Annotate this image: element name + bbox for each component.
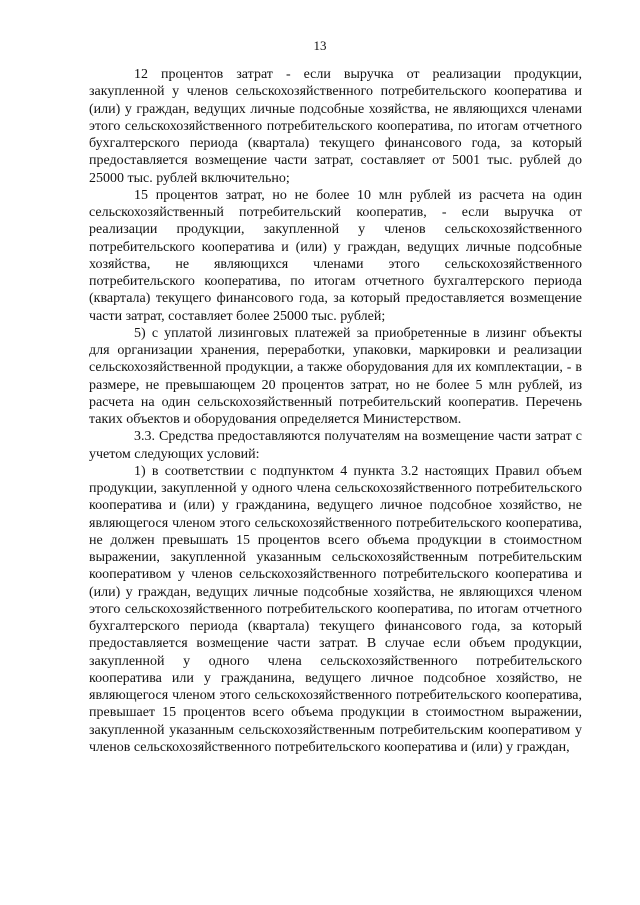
paragraph-12-percent: 12 процентов затрат - если выручка от реализации продукции, закупленной у членов сельскохозяйственного потребительского кооператива и (или) у граждан, ведущих личные подсобные хозяйства, не являющихся членами этого сельскохозяйственного потребительского кооператива, по итогам отчетного бухгалтерского периода (квартала) текущего финансового года, за который предоставляется возмещение части затрат, составляет от 5001 тыс. рублей до 25000 тыс. рублей включительно;	[89, 67, 582, 186]
paragraph-3-3: 3.3. Средства предоставляются получателям на возмещение части затрат с учетом следующих условий:	[89, 429, 582, 462]
paragraph-15-percent: 15 процентов затрат, но не более 10 млн рублей из расчета на один сельскохозяйственный потребительский кооператив, - если выручка от реализации продукции, закупленной у членов сельскохозяйственного потребительского кооператива и (или) у граждан, ведущих личные подсобные хозяйства, не являющихся членами этого сельскохозяйственного потребительского кооператива, по итогам отчетного бухгалтерского периода (квартала) текущего финансового года, за который предоставляется возмещение части затрат, составляет более 25000 тыс. рублей;	[89, 187, 582, 324]
document-body	[89, 66, 582, 756]
paragraph-condition-1: 1) в соответствии с подпунктом 4 пункта 3.2 настоящих Правил объем продукции, закупленной у одного члена сельскохозяйственного потребительского кооператива и (или) у гражданина, ведущего личное подсобное хозяйство, не являющегося членом этого сельскохозяйственного потребительского кооператива, не должен превышать 15 процентов всего объема продукции в стоимостном выражении, закупленной указанным сельскохозяйственным потребительским кооперативом у членов сельскохозяйственного потребительского кооператива и (или) у граждан, ведущих личные подсобные хозяйства, не являющихся членом этого сельскохозяйственного потребительского кооператива, по итогам отчетного бухгалтерского периода (квартала) текущего финансового года, за который предоставляется возмещение части затрат. В случае если объем продукции, закупленной у одного члена сельскохозяйственного потребительского кооператива или у гражданина, ведущего личное подсобное хозяйство, не являющегося членом этого сельскохозяйственного потребительского кооператива, превышает 15 процентов всего объема продукции в стоимостном выражении, закупленной указанным сельскохозяйственным потребительским кооперативом у членов сельскохозяйственного потребительского кооператива и (или) у граждан,	[89, 463, 582, 755]
page-number: 13	[313, 38, 327, 53]
paragraph-leasing: 5) с уплатой лизинговых платежей за приобретенные в лизинг объекты для организации хранения, переработки, упаковки, маркировки и реализации сельскохозяйственной продукции, а также оборудования для их комплектации, - в размере, не превышающем 20 процентов затрат, но не более 5 млн рублей, из расчета на один сельскохозяйственный потребительский кооператив. Перечень таких объектов и оборудования определяется Министерством.	[89, 325, 582, 427]
